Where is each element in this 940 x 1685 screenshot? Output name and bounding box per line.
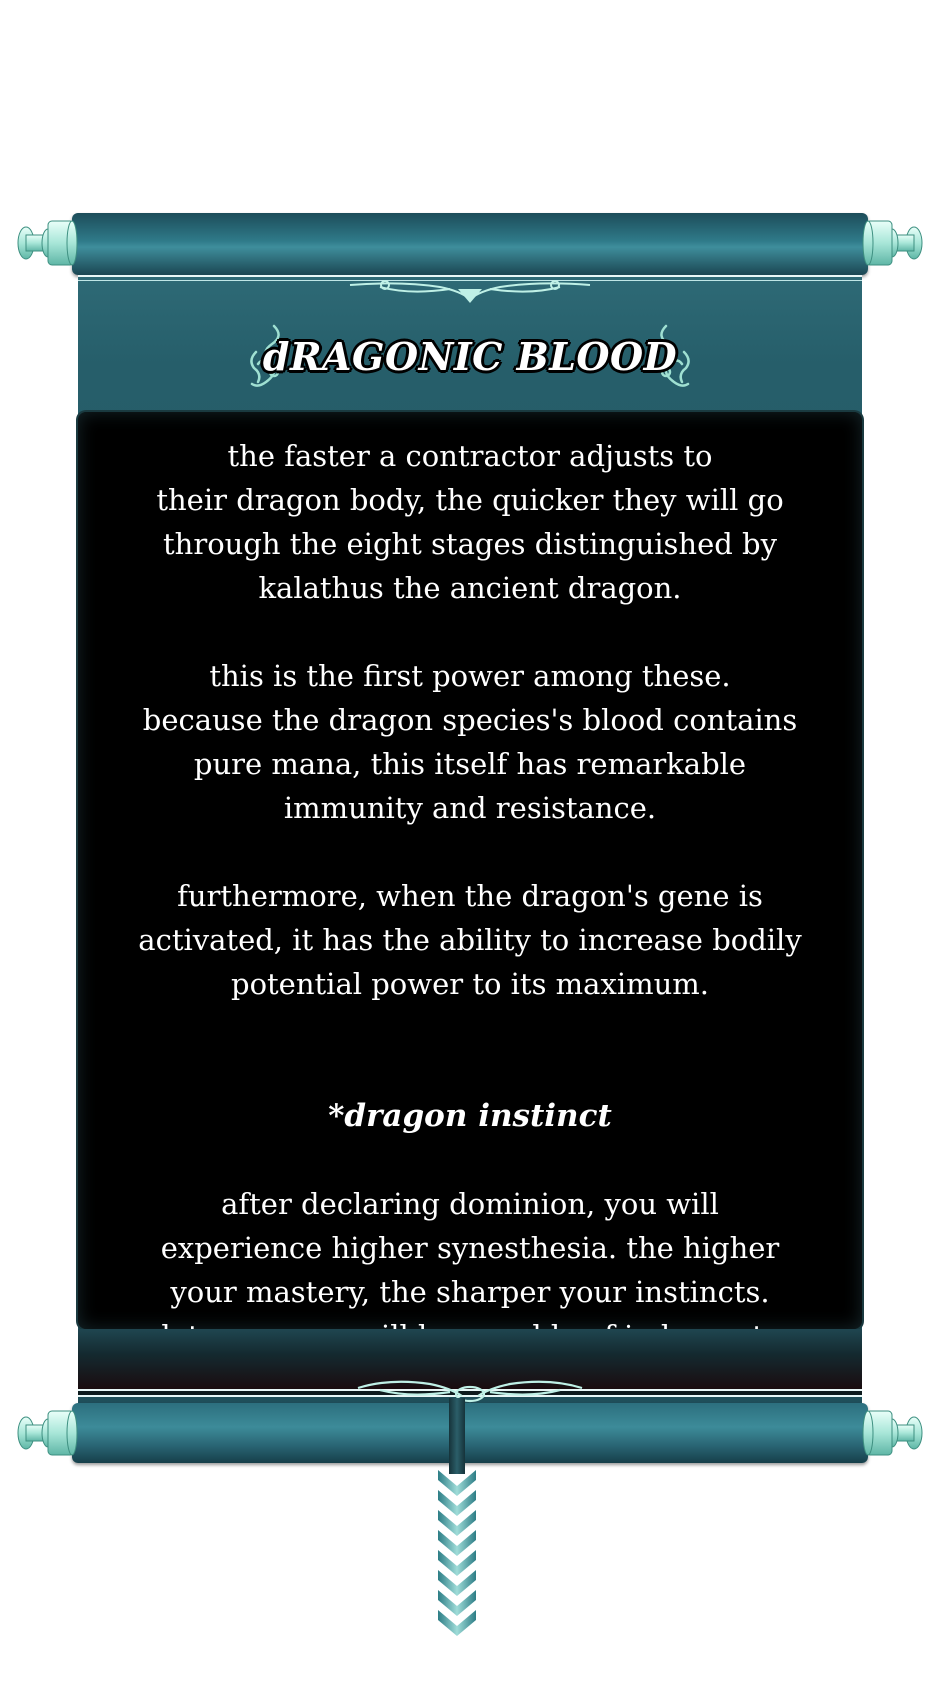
bottom-roller [72, 1403, 868, 1463]
chevron-tassel-icon [436, 1470, 478, 1650]
paragraph-1: the faster a contractor adjusts to their dragon body, the quicker they will go through the eight stages distinguished by kalathus the ancient dragon. [156, 439, 784, 605]
paragraph-3: furthermore, when the dragon's gene is activated, it has the ability to increase bodily potential power to its maximum. [138, 879, 802, 1001]
tassel-cord [449, 1398, 465, 1474]
title-area [78, 320, 862, 400]
paragraph-4: after declaring dominion, you will experience higher synesthesia. the higher your mastery, the sharper your instincts. [160, 1187, 780, 1309]
roller-knob-icon [862, 1406, 924, 1460]
bottom-ornament-icon [350, 1370, 590, 1404]
scroll-title: dRAGONIC BLOOD [262, 334, 678, 379]
top-ornament-icon [340, 277, 600, 307]
roller-knob-icon [862, 216, 924, 270]
top-roller [72, 213, 868, 275]
text-panel [78, 412, 862, 1329]
subheading-dragon-instinct: *dragon instinct [328, 1098, 612, 1134]
paragraph-2: this is the first power among these. because the dragon species's blood contains pure mana, this itself has remarkable immunity and resistance. [142, 659, 798, 825]
roller-knob-icon [16, 216, 78, 270]
panel-text [78, 434, 862, 1446]
roller-knob-icon [16, 1406, 78, 1460]
